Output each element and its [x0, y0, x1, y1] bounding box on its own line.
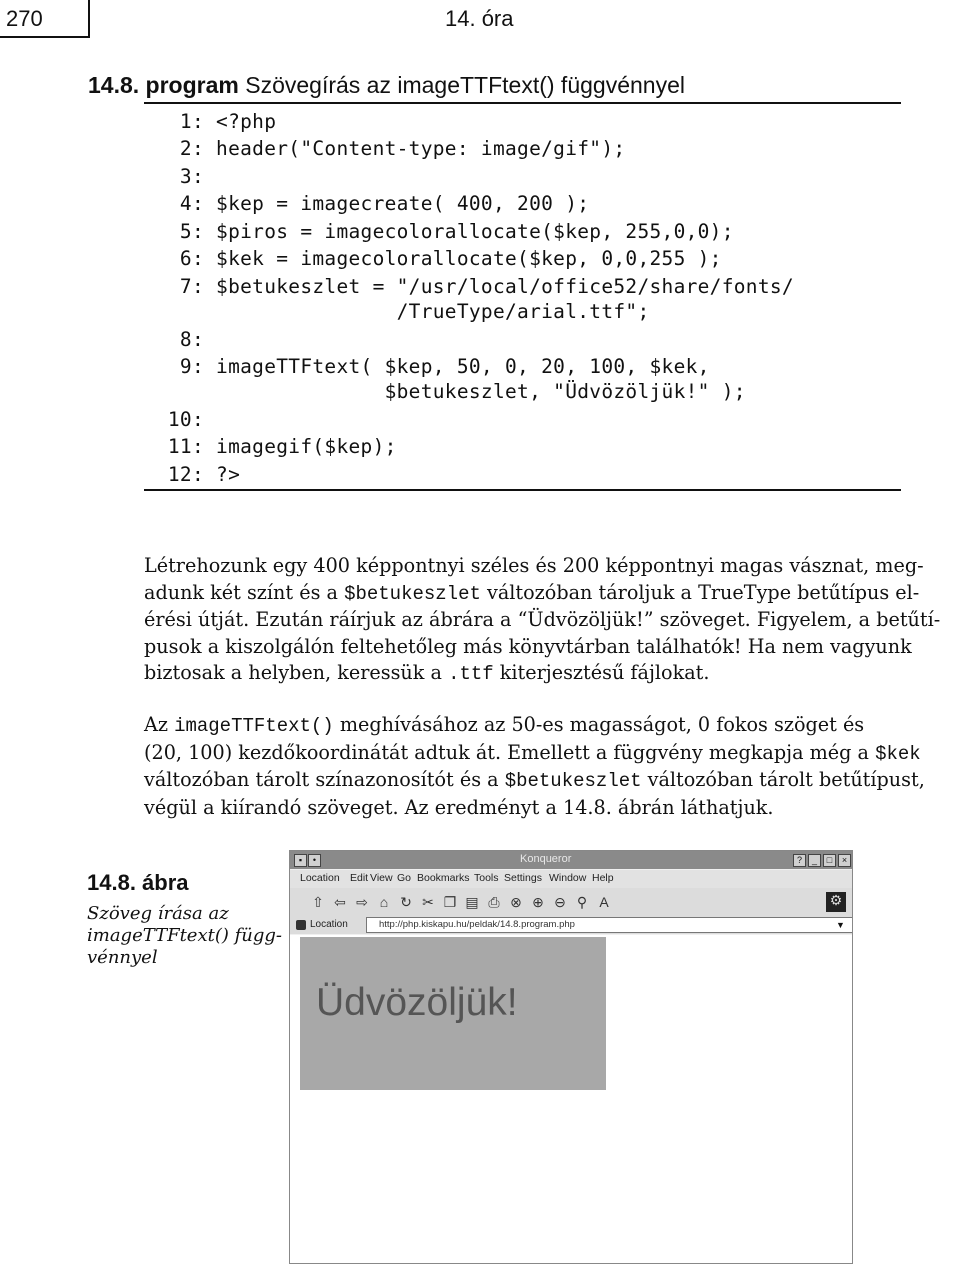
code-line [152, 275, 794, 298]
text-line: biztosak a helyben, keressük a .ttf kiterjesztésű fájlokat. [144, 661, 710, 685]
text-line: adunk két színt és a $betukeszlet változóban tároljuk a TrueType betűtípus el- [144, 580, 920, 605]
print-icon[interactable]: ⎙ [488, 894, 500, 910]
text-line: pusok a kiszolgálón feltehetőleg más könyvtárban találhatók! Ha nem vagyunk [144, 634, 912, 658]
toolbar [290, 888, 852, 916]
code-line [152, 110, 276, 133]
zoom-out-icon[interactable]: ⊖ [554, 894, 566, 910]
clear-location-icon[interactable] [296, 920, 306, 930]
text-line: (20, 100) kezdőkoordinátát adtuk át. Emellett a függvény megkapja még a $kek [144, 740, 921, 765]
window-titlebar [290, 851, 852, 869]
inline-code: $betukeszlet [504, 770, 642, 792]
code-text: header("Content-type: image/gif"); [216, 137, 626, 160]
caption-line: Szöveg írása az [87, 903, 229, 924]
paste-icon[interactable]: ▤ [465, 894, 479, 910]
menu-bar [290, 870, 852, 888]
code-text: $betukeszlet = "/usr/local/office52/share/fonts/ [216, 275, 794, 298]
location-bar [290, 916, 852, 934]
listing-number: 14.8. program [88, 72, 239, 98]
location-label: Location [310, 919, 348, 930]
copy-icon[interactable]: ❐ [443, 894, 457, 910]
page-number: 270 [6, 6, 43, 31]
help-icon[interactable]: ? [793, 854, 806, 867]
menu-settings[interactable]: Settings [504, 872, 542, 884]
code-line [152, 380, 746, 403]
image-text: Üdvözöljük! [316, 981, 518, 1024]
listing-rule-top [144, 102, 901, 104]
line-number: 8: [179, 328, 204, 351]
paragraph-2 [144, 712, 925, 821]
url-input[interactable]: http://php.kiskapu.hu/peldak/14.8.program.php [366, 917, 853, 933]
line-number: 2: [179, 137, 204, 160]
text-line: végül a kiírandó szöveget. Az eredményt a 14.8. ábrán láthatjuk. [144, 795, 774, 819]
line-number: 1: [179, 110, 204, 133]
code-text: $betukeszlet, "Üdvözöljük!" ); [216, 380, 746, 403]
window-menu-icon[interactable]: ▪ [294, 854, 307, 867]
line-number: 3: [179, 165, 204, 188]
caption-line: imageTTFtext() függ- [87, 925, 282, 946]
window-title: Konqueror [520, 853, 572, 865]
code-line [152, 192, 589, 215]
konqueror-logo-icon: ⚙ [826, 892, 846, 912]
code-text: $piros = imagecolorallocate($kep, 255,0,0); [216, 220, 734, 243]
generated-image [300, 937, 606, 1090]
menu-bookmarks[interactable]: Bookmarks [417, 872, 470, 884]
search-icon[interactable]: ⚲ [576, 894, 588, 910]
line-number: 11: [167, 435, 204, 458]
home-icon[interactable]: ⌂ [379, 894, 389, 910]
listing-title [88, 72, 685, 99]
text-line: Létrehozunk egy 400 képpontnyi széles és 200 képpontnyi magas vásznat, meg- [144, 554, 924, 577]
code-text: $kep = imagecreate( 400, 200 ); [216, 192, 590, 215]
menu-view[interactable]: View [370, 872, 393, 884]
text-line: változóban tárolt színazonosítót és a $betukeszlet változóban tárolt betűtípust, [144, 768, 925, 792]
code-line [152, 435, 397, 458]
up-icon[interactable]: ⇧ [312, 894, 324, 910]
code-text: $kek = imagecolorallocate($kep, 0,0,255 ); [216, 247, 722, 270]
forward-icon[interactable]: ⇨ [356, 894, 368, 910]
figure-number: 14.8. ábra [87, 870, 189, 895]
chevron-down-icon[interactable]: ▼ [836, 920, 845, 930]
paragraph-1 [144, 553, 941, 688]
code-text: ?> [216, 463, 241, 486]
menu-go[interactable]: Go [397, 872, 412, 884]
line-number: 5: [179, 220, 204, 243]
inline-code: imageTTFtext() [174, 715, 334, 737]
code-line [152, 165, 216, 188]
zoom-in-icon[interactable]: ⊕ [532, 894, 544, 910]
text-line: Az imageTTFtext() meghívásához az 50-es magasságot, 0 fokos szöget és [144, 713, 865, 737]
code-line [152, 300, 650, 323]
menu-window[interactable]: Window [549, 872, 587, 884]
code-text: <?php [216, 110, 277, 133]
code-line [152, 463, 240, 486]
font-icon[interactable]: A [599, 894, 609, 910]
listing-rule-bottom [144, 489, 901, 491]
minimize-icon[interactable]: _ [808, 854, 821, 867]
menu-tools[interactable]: Tools [474, 872, 499, 884]
code-text: imagegif($kep); [216, 435, 397, 458]
line-number: 4: [179, 192, 204, 215]
reload-icon[interactable]: ↻ [400, 894, 412, 910]
text-line: érési útját. Ezután ráírjuk az ábrára a “Üdvözöljük!” szöveget. Figyelem, a betűtí- [144, 608, 941, 631]
code-line [152, 328, 216, 351]
maximize-icon[interactable]: □ [823, 854, 836, 867]
window-sticky-icon[interactable]: • [308, 854, 321, 867]
menu-help[interactable]: Help [592, 872, 614, 884]
back-icon[interactable]: ⇦ [334, 894, 346, 910]
inline-code: $kek [875, 742, 921, 765]
code-line [152, 220, 734, 243]
figure-caption [87, 903, 282, 969]
caption-line: vénnyel [87, 947, 158, 968]
code-line [152, 247, 722, 270]
line-number: 7: [179, 275, 204, 298]
browser-window [289, 850, 853, 1264]
menu-location[interactable]: Location [300, 872, 340, 884]
inline-code: .ttf [448, 663, 494, 685]
cut-icon[interactable]: ✂ [422, 894, 434, 910]
code-line [152, 137, 625, 160]
code-text: /TrueType/arial.ttf"; [216, 300, 650, 323]
code-text: imageTTFtext( $kep, 50, 0, 20, 100, $kek, [216, 355, 710, 378]
listing-title-text: Szövegírás az imageTTFtext() függvénnyel [245, 72, 685, 98]
line-number: 9: [179, 355, 204, 378]
code-line [152, 408, 216, 431]
line-number: 10: [167, 408, 204, 431]
code-line [152, 355, 710, 378]
line-number: 6: [179, 247, 204, 270]
inline-code: $betukeszlet [344, 582, 481, 605]
line-number: 12: [167, 463, 204, 486]
menu-edit[interactable]: Edit [350, 872, 369, 884]
page-content [290, 935, 852, 1263]
stop-icon[interactable]: ⊗ [510, 894, 522, 910]
close-icon[interactable]: × [838, 854, 851, 867]
chapter-title: 14. óra [445, 6, 514, 31]
